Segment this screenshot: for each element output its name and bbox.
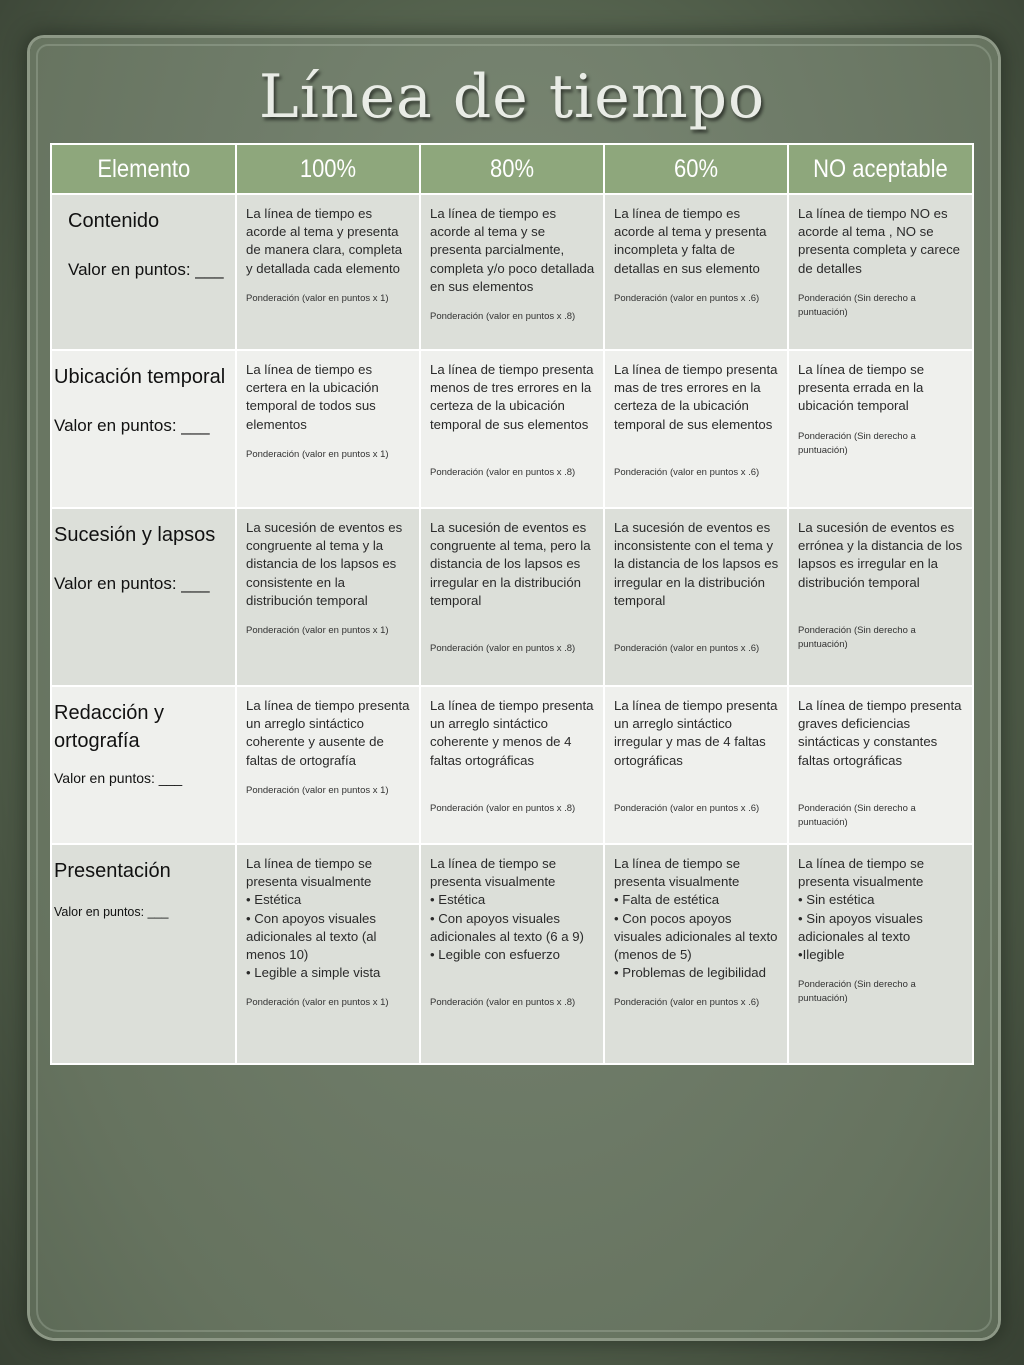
weighting-text: Ponderación (valor en puntos x .8) xyxy=(430,643,576,655)
criterion-text: La línea de tiempo presenta un arreglo sintáctico coherente y ausente de faltas de ortografía xyxy=(246,698,410,768)
criterion-cell xyxy=(420,686,604,844)
criterion-text: La línea de tiempo es certera en la ubicación temporal de todos sus elementos xyxy=(246,362,379,432)
criterion-bullet: • Legible con esfuerzo xyxy=(430,947,560,963)
table-row xyxy=(51,844,973,1064)
criterion-text: La línea de tiempo se presenta visualmente xyxy=(614,856,741,890)
weighting-text: Ponderación (valor en puntos x .6) xyxy=(614,802,760,814)
criterion-bullet: • Sin apoyos visuales adicionales al texto xyxy=(798,910,923,944)
element-cell xyxy=(51,194,236,350)
criterion-text: La sucesión de eventos es congruente al tema y la distancia de los lapsos es consistente en la distribución temporal xyxy=(246,520,403,608)
criterion-cell xyxy=(604,844,788,1064)
header-100: 100% xyxy=(236,144,420,194)
table-row xyxy=(51,194,973,350)
criterion-cell xyxy=(788,844,973,1064)
criterion-text: La línea de tiempo NO es acorde al tema , NO se presenta completa y carece de detalles xyxy=(798,206,960,276)
criterion-bullet: • Con apoyos visuales adicionales al texto (al menos 10) xyxy=(246,910,377,963)
element-cell xyxy=(51,844,236,1064)
criterion-cell xyxy=(788,508,973,686)
weighting-text: Ponderación (valor en puntos x 1) xyxy=(246,997,389,1009)
criterion-cell xyxy=(236,194,420,350)
weighting-text: Ponderación (Sin derecho a puntuación) xyxy=(798,979,916,1005)
element-points: Valor en puntos: ___ xyxy=(54,770,183,786)
element-cell xyxy=(51,508,236,686)
criterion-cell xyxy=(236,508,420,686)
criterion-bullet: • Falta de estética xyxy=(614,892,720,908)
criterion-bullet: • Estética xyxy=(430,892,486,908)
criterion-cell xyxy=(420,508,604,686)
criterion-text: La sucesión de eventos es inconsistente con el tema y la distancia de los lapsos es irregular en la distribución temporal xyxy=(614,520,779,608)
criterion-cell xyxy=(788,350,973,508)
criterion-bullet: •Ilegible xyxy=(798,947,845,963)
weighting-text: Ponderación (Sin derecho a puntuación) xyxy=(798,802,916,828)
element-name: Presentación xyxy=(54,860,171,882)
criterion-text: La línea de tiempo presenta graves deficiencias sintácticas y constantes faltas ortográficas xyxy=(798,698,962,768)
criterion-text: La línea de tiempo se presenta errada en la ubicación temporal xyxy=(798,362,925,414)
element-points: Valor en puntos: ___ xyxy=(54,416,210,435)
criterion-cell xyxy=(236,686,420,844)
element-points: Valor en puntos: ___ xyxy=(54,574,210,593)
criterion-cell xyxy=(788,686,973,844)
criterion-cell xyxy=(420,844,604,1064)
element-name: Contenido xyxy=(68,210,160,232)
criterion-text: La línea de tiempo se presenta visualmente xyxy=(430,856,557,890)
criterion-text: La línea de tiempo es acorde al tema y se presenta parcialmente, completa y/o poco detallada en sus elementos xyxy=(430,206,595,294)
criterion-text: La línea de tiempo presenta menos de tres errores en la certeza de la ubicación temporal de sus elementos xyxy=(430,362,594,432)
element-name: Sucesión y lapsos xyxy=(54,524,216,546)
element-name: Redacción y ortografía xyxy=(54,702,165,752)
weighting-text: Ponderación (valor en puntos x .8) xyxy=(430,802,576,814)
criterion-cell xyxy=(236,844,420,1064)
criterion-bullet: • Con apoyos visuales adicionales al texto (6 a 9) xyxy=(430,910,584,944)
weighting-text: Ponderación (valor en puntos x .6) xyxy=(614,466,760,478)
weighting-text: Ponderación (valor en puntos x .8) xyxy=(430,466,576,478)
element-name: Ubicación temporal xyxy=(54,366,226,388)
weighting-text: Ponderación (valor en puntos x .6) xyxy=(614,997,760,1009)
weighting-text: Ponderación (valor en puntos x 1) xyxy=(246,292,389,304)
criterion-bullet: • Con pocos apoyos visuales adicionales al texto (menos de 5) xyxy=(614,910,778,963)
criterion-text: La línea de tiempo se presenta visualmente xyxy=(246,856,373,890)
criterion-cell xyxy=(604,350,788,508)
criterion-text: La línea de tiempo presenta mas de tres errores en la certeza de la ubicación temporal de sus elementos xyxy=(614,362,778,432)
criterion-cell xyxy=(236,350,420,508)
weighting-text: Ponderación (valor en puntos x .8) xyxy=(430,997,576,1009)
header-row xyxy=(51,144,973,194)
header-60: 60% xyxy=(604,144,788,194)
criterion-text: La línea de tiempo es acorde al tema y presenta de manera clara, completa y detallada cada elemento xyxy=(246,206,403,276)
table-row xyxy=(51,350,973,508)
table-row xyxy=(51,686,973,844)
criterion-text: La sucesión de eventos es errónea y la distancia de los lapsos es irregular en la distribución temporal xyxy=(798,520,963,590)
header-elemento: Elemento xyxy=(51,144,236,194)
criterion-bullet: • Sin estética xyxy=(798,892,875,908)
element-points: Valor en puntos: ___ xyxy=(68,260,224,279)
criterion-cell xyxy=(420,194,604,350)
weighting-text: Ponderación (Sin derecho a puntuación) xyxy=(798,430,916,456)
element-cell xyxy=(51,350,236,508)
element-points: Valor en puntos: ___ xyxy=(54,905,169,919)
criterion-bullet: • Problemas de legibilidad xyxy=(614,965,766,981)
criterion-text: La línea de tiempo es acorde al tema y presenta incompleta y falta de detallas en sus elemento xyxy=(614,206,767,276)
element-cell xyxy=(51,686,236,844)
criterion-cell xyxy=(604,508,788,686)
criterion-cell xyxy=(420,350,604,508)
weighting-text: Ponderación (Sin derecho a puntuación) xyxy=(798,292,916,318)
header-no-aceptable: NO aceptable xyxy=(788,144,973,194)
weighting-text: Ponderación (valor en puntos x 1) xyxy=(246,448,389,460)
criterion-text: La línea de tiempo presenta un arreglo sintáctico coherente y menos de 4 faltas ortográficas xyxy=(430,698,594,768)
criterion-cell xyxy=(788,194,973,350)
table-row xyxy=(51,508,973,686)
weighting-text: Ponderación (valor en puntos x .8) xyxy=(430,311,576,323)
criterion-cell xyxy=(604,686,788,844)
page-title: Línea de tiempo xyxy=(258,62,766,132)
criterion-bullet: • Estética xyxy=(246,892,302,908)
weighting-text: Ponderación (valor en puntos x 1) xyxy=(246,625,389,637)
criterion-bullet: • Legible a simple vista xyxy=(246,965,381,981)
criterion-text: La línea de tiempo se presenta visualmente xyxy=(798,856,925,890)
header-80: 80% xyxy=(420,144,604,194)
weighting-text: Ponderación (valor en puntos x .6) xyxy=(614,292,760,304)
criterion-cell xyxy=(604,194,788,350)
criterion-text: La línea de tiempo presenta un arreglo sintáctico irregular y mas de 4 faltas ortográficas xyxy=(614,698,778,768)
rubric-table xyxy=(50,143,974,1065)
weighting-text: Ponderación (Sin derecho a puntuación) xyxy=(798,624,916,650)
weighting-text: Ponderación (valor en puntos x .6) xyxy=(614,643,760,655)
criterion-text: La sucesión de eventos es congruente al tema, pero la distancia de los lapsos es irregular en la distribución temporal xyxy=(430,520,591,608)
weighting-text: Ponderación (valor en puntos x 1) xyxy=(246,784,389,796)
